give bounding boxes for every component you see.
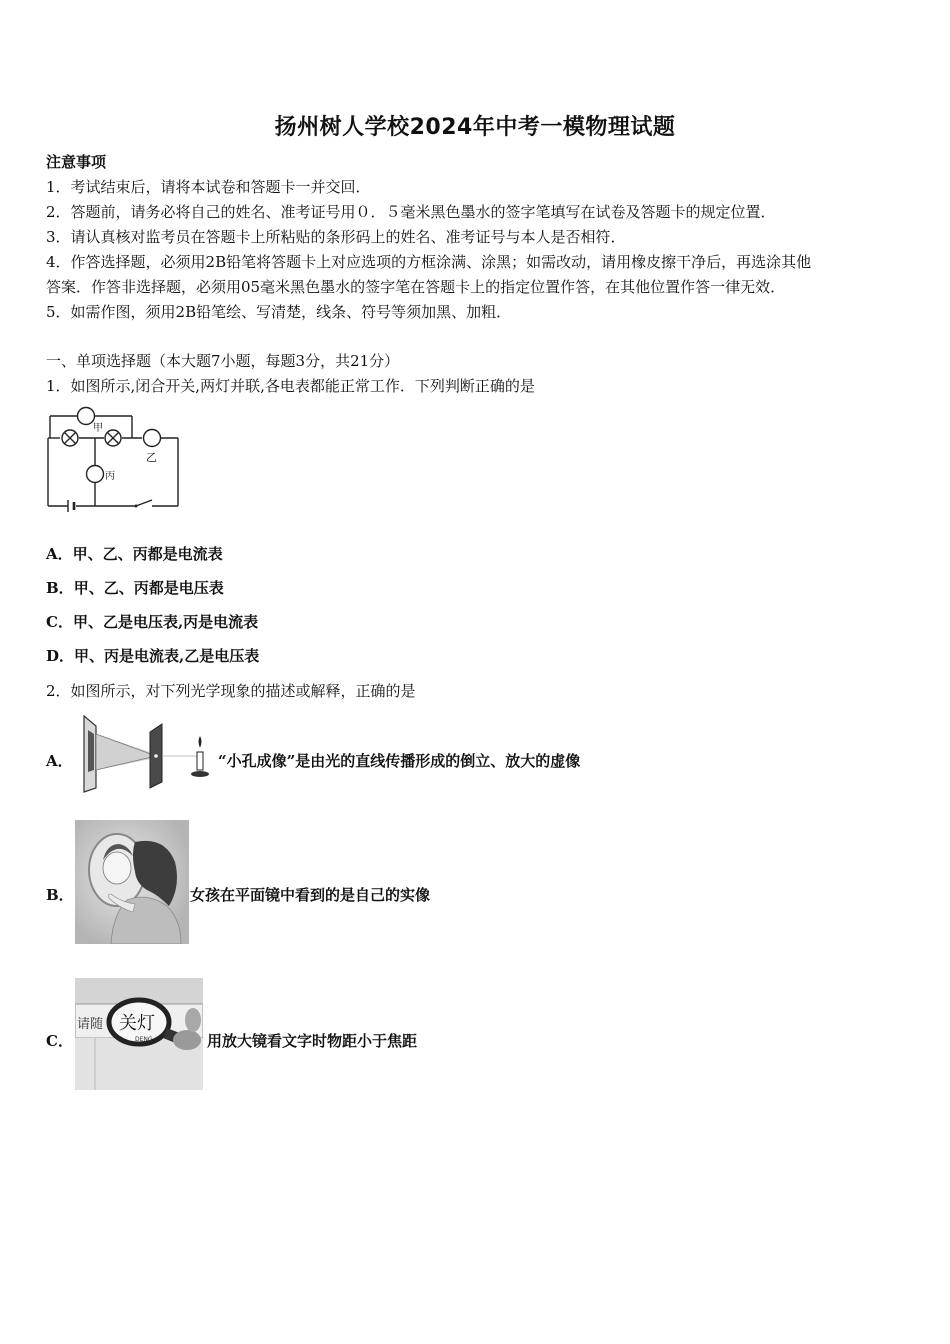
q2-option-b-text: 女孩在平面镜中看到的是自己的实像 xyxy=(190,886,431,904)
sign-left-text: 请随 xyxy=(77,1017,104,1032)
notice-item: 2．答题前，请务必将自己的姓名、准考证号用０．５毫米黑色墨水的签字笔填写在试卷及答题卡的规定位置． xyxy=(46,203,776,221)
meter-bing xyxy=(87,466,104,483)
q2-option-c-letter: C． xyxy=(46,1032,73,1050)
option-c xyxy=(46,612,258,632)
q2-option-c-text: 用放大镜看文字时物距小于焦距 xyxy=(207,1032,418,1050)
option-letter: C． xyxy=(46,613,73,631)
option-d xyxy=(46,646,259,666)
question-2-stem: 2．如图所示，对下列光学现象的描述或解释，正确的是 xyxy=(46,682,416,700)
option-letter: D． xyxy=(46,647,75,665)
notice-item: 5．如需作图，须用2B铅笔绘、写清楚，线条、符号等须加黑、加粗． xyxy=(46,303,512,321)
q2-option-a-text: “小孔成像”是由光的直线传播形成的倒立、放大的虚像 xyxy=(218,752,581,770)
notice-item: 3．请认真核对监考员在答题卡上所粘贴的条形码上的姓名、准考证号与本人是否相符． xyxy=(46,228,626,246)
option-text: 甲、乙、丙都是电压表 xyxy=(73,579,224,597)
label-bing: 丙 xyxy=(105,471,115,482)
option-text: 甲、乙是电压表,丙是电流表 xyxy=(72,613,259,631)
option-text: 甲、乙、丙都是电流表 xyxy=(72,545,223,563)
meter-jia xyxy=(78,408,95,425)
notice-item: 答案．作答非选择题，必须用05毫米黑色墨水的签字笔在答题卡上的指定位置作答，在其他位置作答一律无效． xyxy=(46,278,786,296)
meter-yi xyxy=(144,430,161,447)
notice-item: 4．作答选择题，必须用2B铅笔将答题卡上对应选项的方框涂满、涂黑；如需改动，请用橡皮擦干净后，再选涂其他 xyxy=(46,253,812,271)
section-heading: 一、单项选择题（本大题7小题，每题3分，共21分） xyxy=(46,352,400,370)
sign-magnified-text: 关灯 xyxy=(119,1013,155,1034)
option-text: 甲、丙是电流表,乙是电压表 xyxy=(74,647,260,665)
option-letter: A． xyxy=(46,545,73,563)
circuit-diagram xyxy=(44,403,184,513)
page-title: 扬州树人学校2024年中考一模物理试题 xyxy=(274,115,676,140)
option-letter: B． xyxy=(46,579,74,597)
sign-pinyin-text: DENG xyxy=(135,1036,153,1043)
label-yi: 乙 xyxy=(146,451,157,464)
label-jia: 甲 xyxy=(93,423,103,434)
option-a xyxy=(46,544,223,564)
magnifier-image xyxy=(75,978,203,1090)
option-b xyxy=(46,578,224,598)
notice-heading: 注意事项 xyxy=(46,153,107,171)
girl-mirror-image xyxy=(75,820,189,944)
question-1-stem: 1．如图所示,闭合开关,两灯并联,各电表都能正常工作．下列判断正确的是 xyxy=(46,377,535,395)
q2-option-b-letter: B． xyxy=(46,886,74,904)
pinhole-camera-image xyxy=(76,712,216,796)
q2-option-a-letter: A． xyxy=(46,752,73,770)
notice-item: 1．考试结束后，请将本试卷和答题卡一并交回． xyxy=(46,178,371,196)
